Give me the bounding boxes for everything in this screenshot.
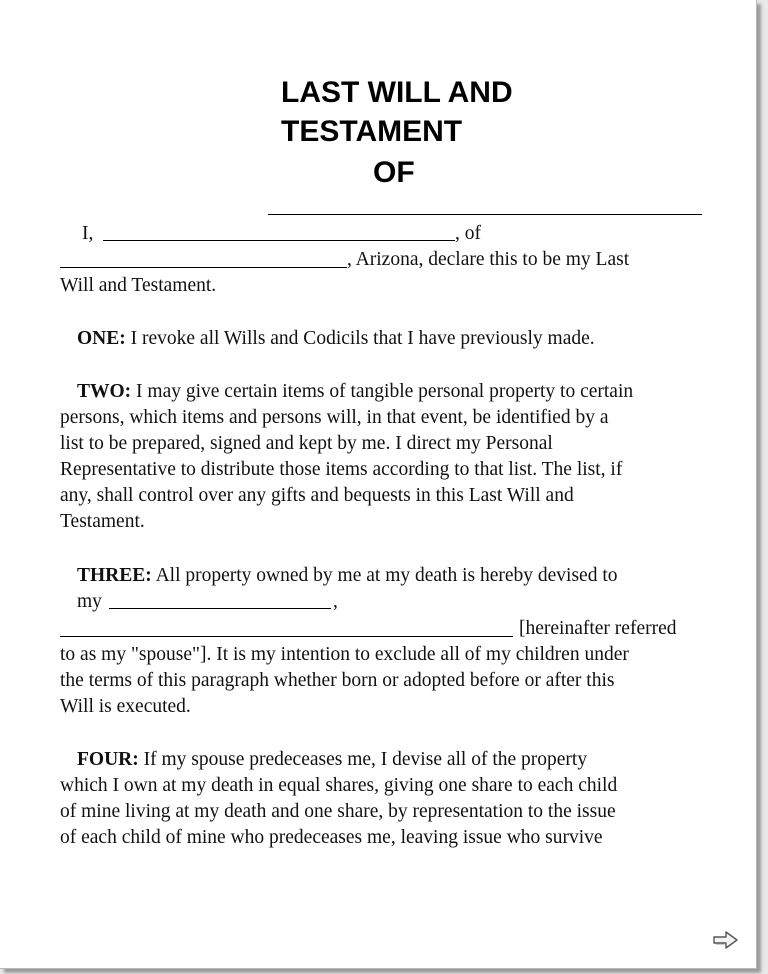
clause-two-line: any, shall control over any gifts and bequests in this Last Will and: [60, 485, 574, 506]
clause-two-first-text: I may give certain items of tangible personal property to certain: [136, 381, 634, 402]
clause-four-label: FOUR:: [77, 749, 139, 770]
clause-three-line: Will is executed.: [60, 696, 191, 717]
document-title-line-2: TESTAMENT: [281, 115, 463, 148]
testator-full-name-blank[interactable]: [103, 240, 455, 241]
clause-four-first-line: [77, 747, 587, 773]
clause-one: [77, 326, 595, 352]
clause-two-first-line: [77, 379, 633, 405]
intro-i: I,: [82, 223, 94, 244]
clause-two-line: Testament.: [60, 511, 145, 532]
spouse-name-blank[interactable]: [60, 636, 513, 637]
county-city-blank[interactable]: [60, 267, 347, 268]
clause-four-line: of mine living at my death and one share, by representation to the issue: [60, 801, 616, 822]
clause-three-hereinafter: [hereinafter referred: [519, 618, 677, 639]
clause-three-line: the terms of this paragraph whether born or adopted before or after this: [60, 670, 615, 691]
testator-name-blank[interactable]: [268, 214, 702, 215]
clause-three-first-text: All property owned by me at my death is hereby devised to: [155, 565, 618, 586]
clause-two-label: TWO:: [77, 381, 132, 402]
clause-three-first-line: [77, 563, 618, 589]
clause-four-first-text: If my spouse predeceases me, I devise all of the property: [143, 749, 588, 770]
clause-two-line: list to be prepared, signed and kept by me. I direct my Personal: [60, 433, 553, 454]
clause-one-label: ONE:: [77, 328, 126, 349]
spouse-relationship-blank[interactable]: [109, 608, 331, 609]
next-page-arrow-icon[interactable]: [711, 928, 741, 952]
clause-one-text: I revoke all Wills and Codicils that I have previously made.: [130, 328, 595, 349]
clause-three-line: to as my "spouse"]. It is my intention to exclude all of my children under: [60, 644, 629, 665]
clause-four-line: which I own at my death in equal shares, giving one share to each child: [60, 775, 618, 796]
intro-of: , of: [455, 223, 481, 244]
intro-last-line: Will and Testament.: [60, 275, 217, 296]
clause-three-label: THREE:: [77, 565, 152, 586]
document-title-line-1: LAST WILL AND: [281, 76, 513, 109]
clause-three-my: my: [77, 591, 102, 612]
clause-four-line: of each child of mine who predeceases me, leaving issue who survive: [60, 827, 603, 848]
clause-two-line: Representative to distribute those items according to that list. The list, if: [60, 459, 623, 480]
clause-three-comma: ,: [333, 591, 338, 612]
clause-two-line: persons, which items and persons will, in that event, be identified by a: [60, 407, 609, 428]
document-title-line-3: OF: [373, 156, 415, 189]
intro-state-text: , Arizona, declare this to be my Last: [347, 249, 630, 270]
